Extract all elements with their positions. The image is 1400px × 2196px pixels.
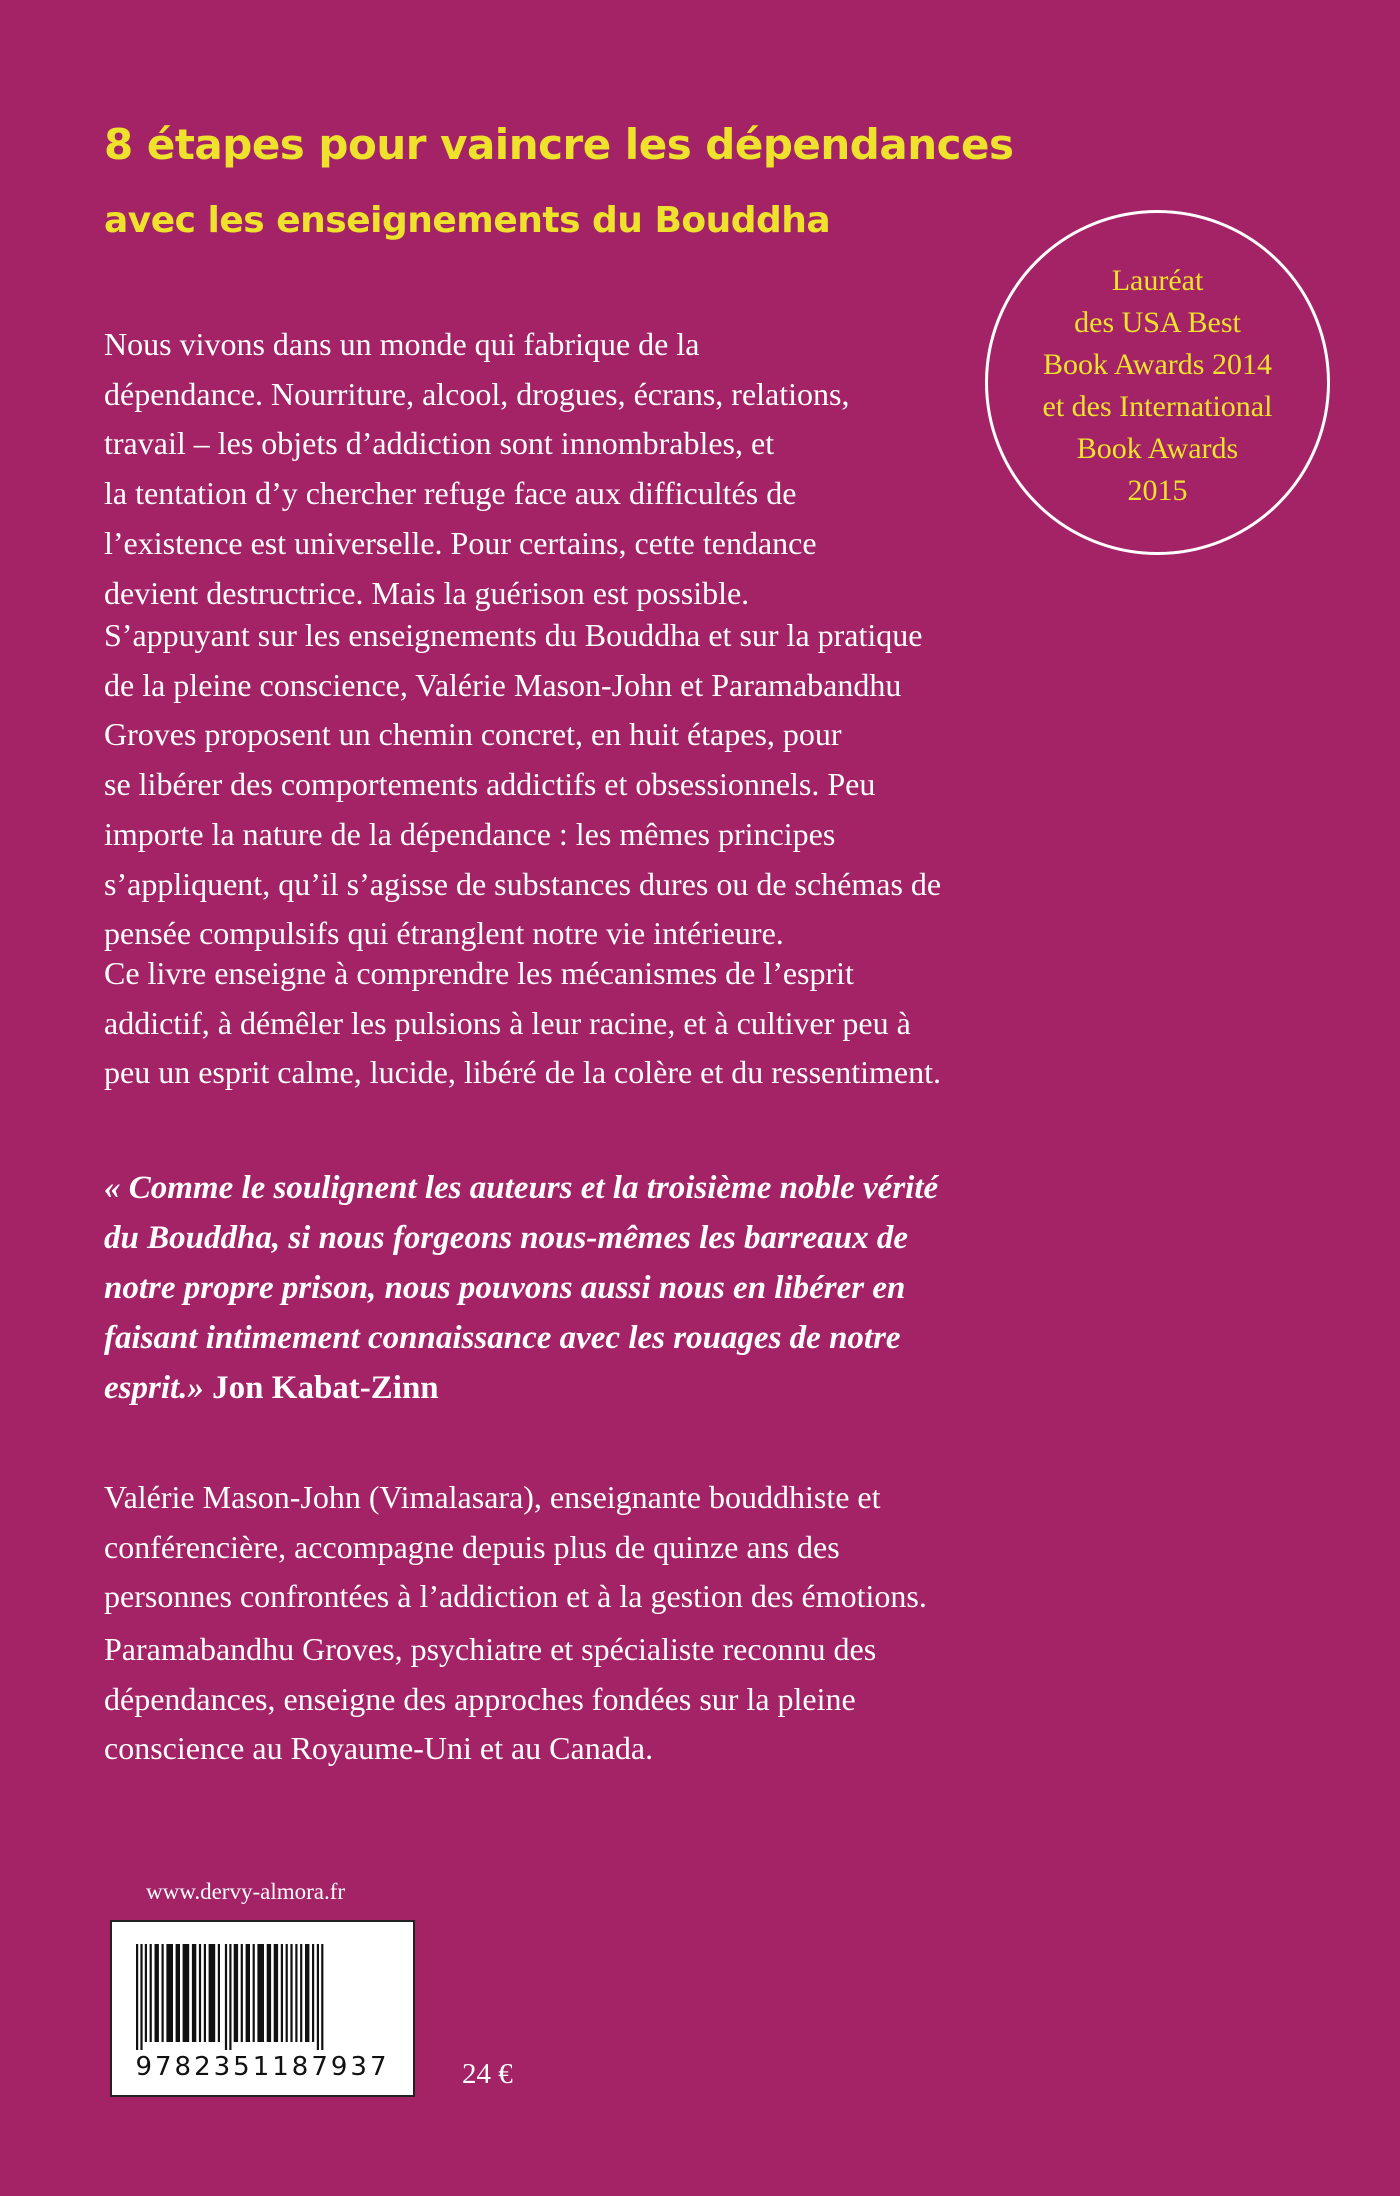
barcode-bar xyxy=(257,1944,264,2042)
text-line: importe la nature de la dépendance : les mêmes principes xyxy=(104,815,836,852)
barcode-bar xyxy=(312,1944,314,2042)
award-line: Book Awards 2014 xyxy=(1043,347,1272,381)
quote-line: du Bouddha, si nous forgeons nous-mêmes les barreaux de xyxy=(104,1220,909,1256)
barcode-bar xyxy=(140,1944,142,2050)
text-line: Valérie Mason-John (Vimalasara), enseignante bouddhiste et xyxy=(104,1479,881,1515)
barcode-bar xyxy=(321,1944,323,2050)
award-line: Lauréat xyxy=(1111,263,1204,297)
text-line: dépendance. Nourriture, alcool, drogues, écrans, relations, xyxy=(104,375,850,412)
description-paragraph-2 xyxy=(104,611,941,959)
barcode-bar xyxy=(253,1944,255,2042)
barcode-bar xyxy=(166,1944,173,2042)
barcode-bar xyxy=(192,1944,196,2042)
text-line: de la pleine conscience, Valérie Mason-John et Paramabandhu xyxy=(104,666,902,703)
author-bio-2 xyxy=(104,1625,876,1774)
quote-line-last xyxy=(104,1363,938,1413)
barcode-bar xyxy=(300,1944,302,2042)
author-bio-1 xyxy=(104,1473,927,1622)
text-line: dépendances, enseigne des approches fondées sur la pleine xyxy=(104,1680,856,1717)
quote-line: faisant intimement connaissance avec les rouages de notre xyxy=(104,1320,901,1356)
barcode-bar xyxy=(150,1944,152,2042)
text-line: Ce livre enseigne à comprendre les mécanismes de l’esprit xyxy=(104,955,854,991)
barcode-bars xyxy=(134,1944,395,2050)
text-line: personnes confrontées à l’addiction et à la gestion des émotions. xyxy=(104,1578,927,1615)
barcode-bar xyxy=(234,1944,238,2042)
endorsement-quote xyxy=(104,1163,938,1413)
barcode-bar xyxy=(204,1944,206,2042)
barcode-bar xyxy=(136,1944,138,2050)
barcode-bar xyxy=(162,1944,164,2042)
text-line: pensée compulsifs qui étranglent notre vie intérieure. xyxy=(104,915,784,952)
award-line: 2015 xyxy=(1127,473,1188,507)
barcode-bar xyxy=(183,1944,190,2042)
cover-subtitle: avec les enseignements du Bouddha xyxy=(104,200,831,241)
publisher-website: www.dervy-almora.fr xyxy=(146,1879,346,1904)
barcode-bar xyxy=(176,1944,180,2042)
quote-author: Jon Kabat-Zinn xyxy=(212,1370,439,1406)
award-line: Book Awards xyxy=(1076,431,1239,465)
description-paragraph-1 xyxy=(104,320,849,618)
barcode-bar xyxy=(199,1944,201,2042)
text-line: S’appuyant sur les enseignements du Bouddha et sur la pratique xyxy=(104,617,923,653)
text-line: Nous vivons dans un monde qui fabrique de la xyxy=(104,326,700,362)
price-label: 24 € xyxy=(462,2058,513,2090)
barcode-bar xyxy=(145,1944,147,2042)
barcode-bar xyxy=(290,1944,292,2042)
award-line: et des International xyxy=(1042,389,1273,423)
barcode-bar xyxy=(295,1944,297,2042)
cover-title: 8 étapes pour vaincre les dépendances xyxy=(104,120,1014,169)
award-line: des USA Best xyxy=(1074,305,1241,339)
quote-end-text: esprit.» xyxy=(104,1370,204,1406)
text-line: s’appliquent, qu’il s’agisse de substances dures ou de schémas de xyxy=(104,865,942,902)
text-line: se libérer des comportements addictifs et obsessionnels. Peu xyxy=(104,766,876,803)
barcode-bar xyxy=(246,1944,250,2042)
barcode-bar xyxy=(274,1944,278,2042)
barcode-bar xyxy=(286,1944,288,2042)
barcode-bar xyxy=(317,1944,319,2050)
text-line: travail – les objets d’addiction sont innombrables, et xyxy=(104,425,775,462)
isbn-barcode xyxy=(110,1920,415,2097)
barcode-bar xyxy=(281,1944,283,2042)
text-line: addictif, à démêler les pulsions à leur racine, et à cultiver peu à xyxy=(104,1004,911,1041)
quote-line: notre propre prison, nous pouvons aussi nous en libérer en xyxy=(104,1270,906,1306)
quote-line: « Comme le soulignent les auteurs et la troisième noble vérité xyxy=(104,1170,939,1206)
barcode-bar xyxy=(225,1944,227,2050)
text-line: conférencière, accompagne depuis plus de quinze ans des xyxy=(104,1528,840,1565)
barcode-bar xyxy=(218,1944,220,2042)
award-badge-text xyxy=(1043,254,1273,512)
barcode-bar xyxy=(229,1944,231,2050)
barcode-bar xyxy=(267,1944,271,2042)
text-line: la tentation d’y chercher refuge face aux difficultés de xyxy=(104,475,797,512)
text-line: l’existence est universelle. Pour certains, cette tendance xyxy=(104,524,817,561)
barcode-bar xyxy=(209,1944,216,2042)
description-paragraph-3 xyxy=(104,949,941,1098)
barcode-bar xyxy=(241,1944,243,2042)
barcode-bar xyxy=(155,1944,159,2042)
text-line: peu un esprit calme, lucide, libéré de la colère et du ressentiment. xyxy=(104,1054,941,1091)
text-line: devient destructrice. Mais la guérison est possible. xyxy=(104,574,750,611)
isbn-number: 9782351187937 xyxy=(135,2052,390,2082)
text-line: conscience au Royaume-Uni et au Canada. xyxy=(104,1730,654,1767)
text-line: Groves proposent un chemin concret, en huit étapes, pour xyxy=(104,716,842,753)
award-badge xyxy=(985,210,1330,555)
barcode-bar xyxy=(305,1944,309,2042)
text-line: Paramabandhu Groves, psychiatre et spécialiste reconnu des xyxy=(104,1631,877,1667)
